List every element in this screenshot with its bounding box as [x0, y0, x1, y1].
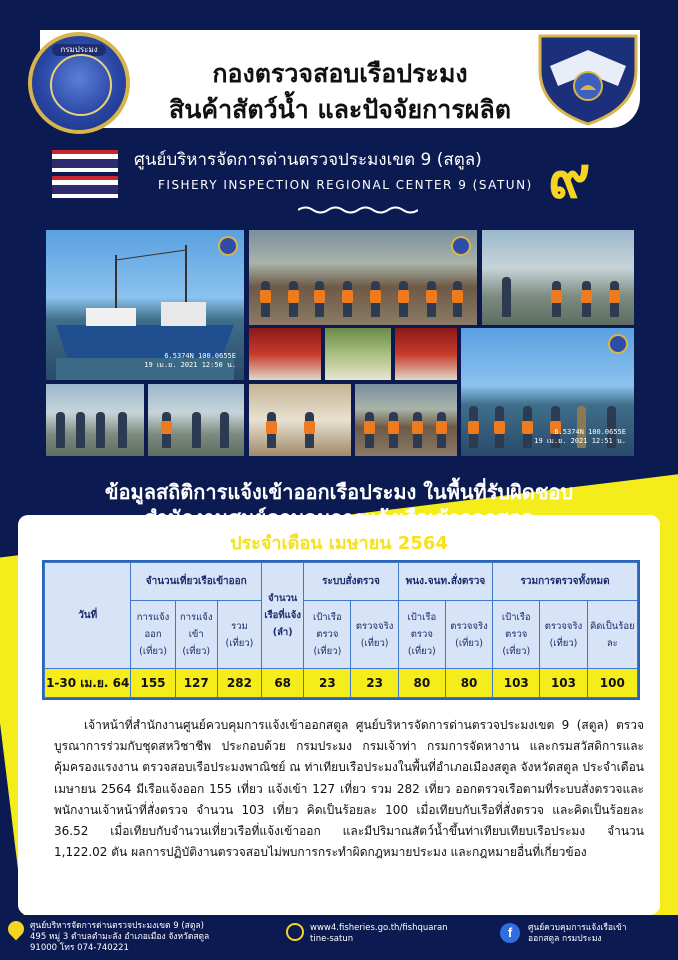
center-name-thai: ศูนย์บริหารจัดการด่านตรวจประมงเขต 9 (สตูล) [134, 150, 482, 170]
thai-flag-icon [52, 150, 118, 172]
department-logo-icon [608, 334, 628, 354]
seal-text: กรมประมง [52, 44, 106, 56]
col-header-percent: คิดเป็นร้อยละ [587, 601, 637, 669]
header-title-line2: สินค้าสัตว์น้ำ และปัจจัยการผลิต [169, 95, 511, 124]
department-logo-icon [218, 236, 238, 256]
col-header-sys-actual: ตรวจจริง (เที่ยว) [351, 601, 398, 669]
footer-facebook-line2: ออกสตูล กรมประมง [528, 934, 602, 944]
table-row [45, 669, 638, 698]
col-header-all-actual: ตรวจจริง (เที่ยว) [540, 601, 587, 669]
photo-gps-stamp: 6.5374N 100.0655E 19 เม.ย. 2021 12:51 น. [534, 428, 626, 445]
cell-in: 127 [175, 669, 217, 698]
col-header-boats: จำนวนเรือที่แจ้ง (ลำ) [262, 563, 304, 669]
photo-boat-interior [249, 328, 321, 380]
col-group-officer: พนง.จนท.สั่งตรวจ [398, 563, 492, 601]
department-logo-icon [451, 236, 471, 256]
cell-all-target: 103 [493, 669, 540, 698]
cell-out: 155 [131, 669, 175, 698]
cell-percent: 100 [587, 669, 637, 698]
header-title-line1: กองตรวจสอบเรือประมง [212, 59, 468, 88]
footer-address-line3: 91000 โทร 074-740221 [30, 943, 129, 953]
report-body-text: เจ้าหน้าที่สำนักงานศูนย์ควบคุมการแจ้งเข้าออกสตูล ศูนย์บริหารจัดการด่านตรวจประมงเขต 9 (สตูล) ตรวจบูรณาการร่วมกับชุดสหวิชาชีพ ประกอบด้วย กรมประมง กรมเจ้าท่า กรมการจัดหางาน และกรมสวัสดิการและคุ้มครองแรงงาน ตรวจสอบเรือประมงพาณิชย์ ณ ท่าเทียบเรือประมงในพื้นที่อำเภอเมืองสตูล จังหวัดสตูล ประจำเดือนเมษายน 2564 มีเรือแจ้งออก 155 เที่ยว แจ้งเข้า 127 เที่ยว รวม 282 เที่ยว ออกตรวจเรือตามที่ระบบสั่งตรวจและพนักงานเจ้าหน้าที่สั่งตรวจ จำนวน 103 เที่ยว คิดเป็นร้อยละ 100 เมื่อเทียบกับเรือที่สั่งตรวจ และคิดเป็นร้อยละ 36.52 เมื่อเทียบกับจำนวนเที่ยวเรือที่แจ้งเข้าออก และมีปริมาณสัตว์น้ำขึ้นท่าเทียบเทียบเรือประมง จำนวน 1,122.02 ตัน ผลการปฏิบัติงานตรวจสอบไม่พบการกระทำผิดกฎหมายประมง และกฎหมายอื่นที่เกี่ยวข้อง [54, 718, 644, 860]
location-pin-icon [5, 918, 28, 941]
thai-flag-icon [52, 176, 118, 198]
statistics-table [42, 560, 640, 700]
photo-boat-crew [461, 328, 634, 456]
photo-inspection-team [249, 230, 477, 325]
wave-divider [298, 205, 418, 215]
col-group-all: รวมการตรวจทั้งหมด [493, 563, 638, 601]
cell-all-actual: 103 [540, 669, 587, 698]
col-group-trips: จำนวนเที่ยวเรือเข้าออก [131, 563, 262, 601]
report-headline-line2: สำนักงานศูนย์ควบคุมการแจ้งเรือเข้าออกสตูล [144, 506, 534, 530]
footer-address [30, 921, 260, 954]
photo-dock-inspection [482, 230, 634, 325]
col-header-total: รวม (เที่ยว) [217, 601, 261, 669]
cell-off-target: 80 [398, 669, 445, 698]
footer-address-line1: ศูนย์บริหารจัดการด่านตรวจประมงเขต 9 (สตูล) [30, 921, 204, 931]
col-header-sys-target: เป้าเรือตรวจ (เที่ยว) [304, 601, 351, 669]
footer-website-link[interactable] [310, 923, 490, 945]
col-header-in: การแจ้งเข้า (เที่ยว) [175, 601, 217, 669]
fishery-inspection-badge-logo [532, 30, 644, 126]
cell-boats: 68 [262, 669, 304, 698]
photo-pier-walk [148, 384, 244, 456]
globe-icon [286, 923, 304, 941]
cell-date: 1-30 เม.ย. 64 [45, 669, 131, 698]
col-header-all-target: เป้าเรือตรวจ (เที่ยว) [493, 601, 540, 669]
col-header-date: วันที่ [45, 563, 131, 669]
col-header-off-actual: ตรวจจริง (เที่ยว) [445, 601, 492, 669]
cell-total: 282 [217, 669, 261, 698]
footer-address-line2: 495 หมู่ 3 ตำบลตำมะลัง อำเภอเมือง จังหวัดสตูล [30, 932, 210, 942]
photo-crew-lineup [355, 384, 457, 456]
photo-fishing-boats [46, 230, 244, 380]
region-number-glyph: ๙ [548, 143, 591, 211]
photo-pier-officers [46, 384, 144, 456]
cell-off-actual: 80 [445, 669, 492, 698]
center-name-english: FISHERY INSPECTION REGIONAL CENTER 9 (SATUN) [158, 178, 533, 192]
report-month: ประจำเดือน เมษายน 2564 [230, 533, 448, 554]
footer-facebook-line1: ศูนย์ควบคุมการแจ้งเรือเข้า [528, 923, 627, 933]
col-header-out: การแจ้งออก (เที่ยว) [131, 601, 175, 669]
col-group-system: ระบบสั่งตรวจ [304, 563, 398, 601]
footer-facebook-link[interactable] [528, 923, 668, 945]
photo-cargo-hold [395, 328, 457, 380]
footer [0, 915, 678, 960]
facebook-icon[interactable]: f [500, 923, 520, 943]
footer-website-line1: www4.fisheries.go.th/fishquaran [310, 923, 448, 933]
col-header-off-target: เป้าเรือตรวจ (เที่ยว) [398, 601, 445, 669]
photo-gps-stamp: 6.5374N 100.0655E 19 เม.ย. 2021 12:50 น. [144, 352, 236, 369]
photo-document-check [249, 384, 351, 456]
photo-fish-catch [325, 328, 391, 380]
report-headline-line1: ข้อมูลสถิติการแจ้งเข้าออกเรือประมง ในพื้นที่รับผิดชอบ [104, 480, 574, 504]
department-seal-logo [28, 32, 130, 134]
cell-sys-target: 23 [304, 669, 351, 698]
seal-emblem [50, 54, 112, 116]
footer-website-line2: tine-satun [310, 934, 354, 944]
cell-sys-actual: 23 [351, 669, 398, 698]
